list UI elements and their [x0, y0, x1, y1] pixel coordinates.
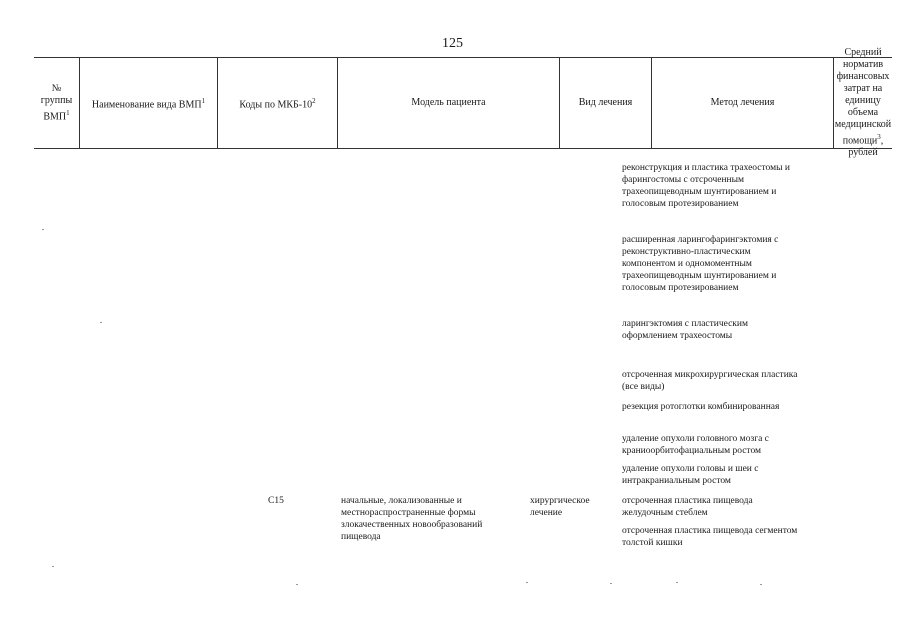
header-patient-model: Модель пациента — [338, 58, 560, 148]
header-icd: Коды по МКБ-$10^2$ — [218, 58, 338, 148]
scan-speck — [100, 322, 102, 323]
header-cost: Средний норматив финансовых затрат на единицу объема медицинской помощи$^3$, рублей — [834, 46, 892, 159]
method-item: удаление опухоли головного мозга с краниоорбитофациальным ростом — [622, 434, 769, 456]
page-number: 125 — [442, 36, 463, 51]
treatment-type: хирургическое лечение — [530, 496, 590, 518]
method-item: отсроченная пластика пищевода сегментом толстой кишки — [622, 526, 798, 548]
scan-speck — [526, 582, 528, 583]
patient-model: начальные, локализованные и местнораспространенные формы злокачественных новообразований пищевода — [341, 496, 483, 542]
scan-speck — [610, 583, 612, 584]
header-treatment-type: Вид лечения — [560, 58, 652, 148]
icd-code: C15 — [268, 496, 284, 506]
method-item: отсроченная пластика пищевода желудочным стеблем — [622, 496, 753, 518]
scan-speck — [52, 566, 54, 567]
method-item: удаление опухоли головы и шеи с интракраниальным ростом — [622, 464, 759, 486]
method-item: отсроченная микрохирургическая пластика (все виды) — [622, 370, 798, 392]
method-item: ларингэктомия с пластическим оформлением трахеостомы — [622, 319, 749, 341]
header-name: Наименование вида ВМП$^1$ — [80, 58, 218, 148]
table-header — [34, 46, 892, 159]
method-item: расширенная ларингофарингэктомия с реконструктивно-пластическим компонентом и одномоментным трахеопищеводным шунтированием и голосовым протезированием — [622, 235, 779, 293]
scan-speck — [676, 582, 678, 583]
scan-speck — [42, 229, 44, 230]
scan-speck — [296, 584, 298, 585]
scan-speck — [760, 584, 762, 585]
method-item: реконструкция и пластика трахеостомы и фарингостомы с отсроченным трахеопищеводным шунтированием и голосовым протезированием — [622, 163, 790, 209]
method-item: резекция ротоглотки комбинированная — [622, 402, 780, 412]
header-group-no: № группы ВМП$^1$ — [34, 58, 80, 148]
header-treatment-method: Метод лечения — [652, 58, 834, 148]
